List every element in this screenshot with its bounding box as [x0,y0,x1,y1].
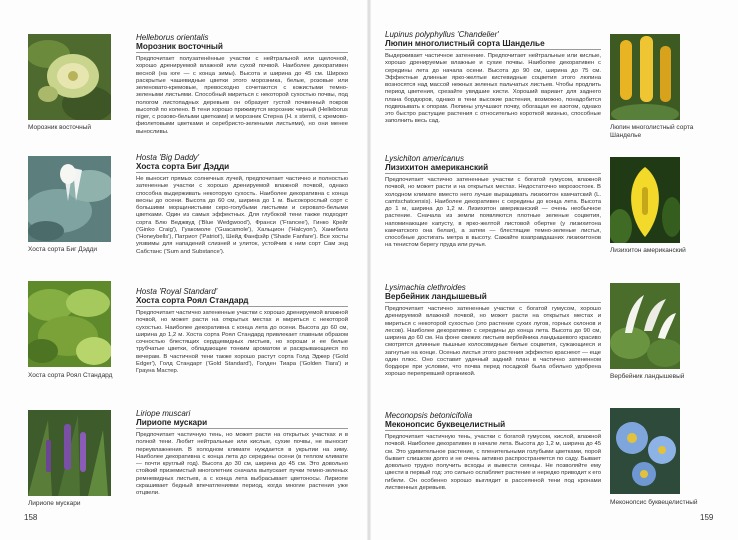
helleborus-photo [28,34,111,120]
lysimachia-photo [610,283,680,369]
lysichiton-russian-name: Лизихитон американский [385,163,489,172]
meconopsis-entry [385,411,601,492]
helleborus-divider [136,52,348,53]
lysimachia-latin-name: Lysimachia clethroides [385,283,466,292]
lupinus-description: Выдерживает частичное затенение. Предпочитает нейтральные или кислые, хорошо дренируемые влажные и сухие почвы. Наиболее декоративен с середины лета до начала осени. Высота до 90 см, ширина до 75 см. Эффектные длинные ярко-желтые кистевидные соцветия этого люпина возносятся над массой нежных зеленых пальчатых листьев. Чтобы продлить период цветения, срезайте увядшие кисти. Хороший вариант для заднего плана бордюров, однако в тени высокие растения, возможно, понадобится подвязывать к опорам. Люпины улучшают почву, обогащая ее азотом, однако это быстро растущие растения с относительно короткой жизнью, способные заполнить весь сад. [385,53,601,125]
meconopsis-description: Предпочитает частичную тень, участки с богатой гумусом, кислой, влажной почвой. Наиболее декоративен в начале лета. Высота до 1,2 м, ширина до 45 см. Это удивительное растение, с пленительными голубыми цветками, порой бывает слишком долго и не очень активно распространяется по саду. Бывает довольно трудно получить всходы и вывести сеянцы. Не позволяйте ему цвести в первый год: это сильно ослабляет растение и нередко приводит к его гибели. Он особенно хорошо выглядит в рассеянной тени под кронами лиственных деревьев. [385,434,601,491]
hosta-big-daddy-photo [28,156,111,242]
lysimachia-description: Предпочитает частично затененные участки с богатой гумусом, хорошо дренируемой влажной почвой, но может расти на открытых местах и мириться с некоторой сухостью (это растение сухих лугов, горных склонов и лесов). Наиболее декоративно с середины до конца лета. Высота до 90 см, ширина до 60 см. На фоне свежих листьев вербейника ландышевого красиво смотрятся длинные пышные колосовидные белые соцветия, сужающиеся и загнутые на конце. Осенью листья этого растения эффектно краснеют — еще один плюс. Оно составит удачный задний план в частично затененном бордюре при условии, что почва перед посадкой была обильно удобрена хорошо перепревшей органикой. [385,306,601,378]
liriope-photo [28,410,111,496]
lupinus-latin-name: Lupinus polyphyllus 'Chandelier' [385,30,499,39]
hosta-big-daddy-entry [136,153,348,256]
helleborus-latin-name: Helleborus orientalis [136,33,209,42]
hosta-royal-standard-photo [28,281,111,367]
liriope-divider [136,428,348,429]
liriope-russian-name: Лириопе мускари [136,418,208,427]
hosta-royal-standard-description: Предпочитает частично затененные участки с хорошо дренируемой влажной почвой, но может расти на открытых местах и мириться с некоторой сухостью. Наиболее декоративна с конца лета до осени. Высота до 60 см, ширина до 1,2 м. Хоста сорта Роял Стандард привлекает главным образом сочностью блестящих сердцевидных листьев, но хороши и ее белые трубчатые цветки, обладающие тонким ароматом и раскрывающиеся по вечерам. В частичной тени также хорошо растут сорта Голд Эджер ('Gold Edger'), Голд Стандарт ('Gold Standard'), Голден Тиара ('Golden Tiara') и Грауна Мастер. [136,310,348,374]
lupinus-caption: Люпин многолистный сорта Шанделье [610,124,694,139]
helleborus-description: Предпочитает полузатенённые участки с нейтральной или щелочной, хорошо дренируемой влажной или сухой почвой. Наиболее декоративен весной (на юге — с конца зимы). Высота и ширина до 45 см. Широко раскрытые чашевидные цветки этого морозника, белые, розовые или зеленовато-кремовые, превосходно сочетаются с кожистыми темно-зелеными листьями. Способный мириться с некоторой сухостью почвы, под пологом листопадных деревьев он образует густой почвенный покров высотой по колено. В тени хорошо приживутся морозник черный (Helleborus niger, с розово-белыми цветками) и морозник Стерна (H. x sternii, с кремово-фиолетовыми цветками и серебристо-зелеными листьями), но они менее выносливы. [136,56,348,135]
hosta-royal-standard-entry [136,287,348,375]
lysimachia-caption: Вербейник ландышевый [610,373,685,380]
liriope-caption: Лириопе мускари [28,500,81,507]
hosta-royal-standard-caption: Хоста сорта Роял Стандард [28,372,113,379]
hosta-royal-standard-russian-name: Хоста сорта Роял Стандард [136,296,249,305]
lysichiton-description: Предпочитает частично затененные участки с богатой гумусом, влажной почвой, но может расти и на открытых местах. Недостаточно морозостоек. В холодном климате вместо него лучше выращивать лизихитон камчатский (L. camtschatcensis). Наиболее декоративен с середины до конца лета. Высота до 1 м, ширина до 1,2 м. Лизихитон американский — очень необычное растение. Сначала из земли появляются плотные зеленые соцветия, напоминающие капусту, в ярко-желтой листовой обертке (у лизихитона камчатского она белая), а затем — блестящие темно-зеленые листья, способные достигать метра в высоту. Сажайте взаправдашних лизихитонов на тенистом берегу пруда или ручья. [385,177,601,249]
hosta-big-daddy-description: Не выносит прямых солнечных лучей, предпочитает частично и полностью затененные участки с хорошо дренируемой влажной почвой, однако способна выдерживать некоторую сухость. Наиболее декоративна с конца весны до осени. Высота до 60 см, ширина до 1 м. Высокорослый сорт с большими морщинистыми серо-голубыми листьями и серовато-белыми цветками. Один из самых эффектных. Для глубокой тени также подходят сорта Блю Веджвуд ('Blue Wedgwood'), Франси ('Francee'), Гинко Крейг ('Ginko Craig'), Гуакомоле ('Guacamole'), Хальцион ('Halcyon'), Ханибелз ('Honeybells'), Патриот ('Patriot'), Шейд Фанфэйр ('Shade Fanfare'). Все хосты уязвимы для нападений слизней и улиток, устойчив к ним сорт Сам энд Сабстанс ('Sum and Substance'). [136,176,348,255]
left-page-number: 158 [24,513,38,522]
meconopsis-latin-name: Meconopsis betonicifolia [385,411,473,420]
hosta-royal-standard-divider [136,306,348,307]
meconopsis-divider [385,430,601,431]
lysichiton-latin-name: Lysichiton americanus [385,154,465,163]
meconopsis-russian-name: Меконопсис буквецелистный [385,420,506,429]
hosta-big-daddy-divider [136,172,348,173]
liriope-description: Предпочитает частичную тень, но может расти на открытых участках и в полной тени. Любит нейтральные или кислые, сухие почвы, не выносит переувлажнения. В холодном климате нуждается в укрытии на зиму. Наиболее декоративна с конца лета до середины осени (в теплом климате — почти круглый год). Высота до 30 см, ширина до 45 см. Это довольно стойкий приземистый многолетник сначала выпускает пучки темно-зеленых ремневидных листьев, а с конца лета выбрасывает цветоносы. Лириопе скрашивает бедный впечатлениями период, когда многие растения уже отцвели. [136,432,348,496]
lupinus-russian-name: Люпин многолистный сорта Шанделье [385,39,545,48]
lysimachia-divider [385,302,601,303]
lysichiton-caption: Лизихитон американский [610,247,686,254]
helleborus-russian-name: Морозник восточный [136,42,223,51]
lysichiton-divider [385,173,601,174]
right-page-number: 159 [700,513,714,522]
liriope-latin-name: Liriope muscari [136,409,191,418]
lysimachia-entry [385,283,601,379]
meconopsis-caption: Меконопсис буквецелистный [610,499,698,506]
book-gutter [367,0,371,540]
hosta-big-daddy-caption: Хоста сорта Биг Дэдди [28,246,98,253]
meconopsis-photo [610,408,680,494]
lysimachia-russian-name: Вербейник ландышевый [385,292,487,301]
lupinus-divider [385,49,601,50]
helleborus-entry [136,33,348,136]
lysichiton-entry [385,154,601,250]
hosta-big-daddy-latin-name: Hosta 'Big Daddy' [136,153,200,162]
hosta-big-daddy-russian-name: Хоста сорта Биг Дэдди [136,162,230,171]
helleborus-caption: Морозник восточный [28,124,92,131]
liriope-entry [136,409,348,497]
hosta-royal-standard-latin-name: Hosta 'Royal Standard' [136,287,218,296]
lysichiton-photo [610,157,680,243]
lupinus-entry [385,30,601,126]
lupinus-photo [610,34,680,120]
